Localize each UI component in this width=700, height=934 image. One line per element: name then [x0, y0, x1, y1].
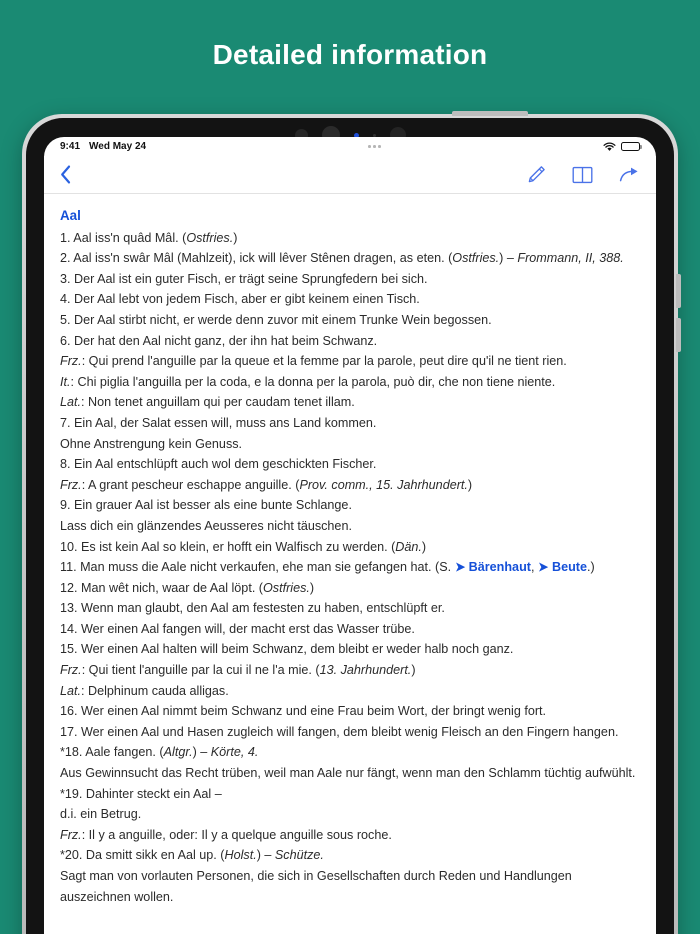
article-line: Frz.: Qui prend l'anguille par la queue et la femme par la parole, peut dire qu'il ne tient rien.	[60, 354, 567, 369]
article-line: 17. Wer einen Aal und Hasen zugleich will fangen, dem bleibt wenig Fleisch an den Fingern hangen.	[60, 724, 619, 739]
toolbar-actions	[527, 165, 640, 184]
article-line: 15. Wer einen Aal halten will beim Schwanz, dem bleibt er weder halb noch ganz.	[60, 642, 514, 657]
cross-reference-arrow-icon: ➤	[454, 560, 465, 575]
entry-headword: Aal	[60, 208, 81, 223]
status-date: Wed May 24	[89, 141, 147, 152]
article-line: Frz.: Qui tient l'anguille par la cui il ne l'a mie. (13. Jahrhundert.)	[60, 663, 416, 678]
article-line: 11. Man muss die Aale nicht verkaufen, ehe man sie gefangen hat. (S. ➤ Bärenhaut, ➤ Beute.)	[60, 557, 640, 578]
article-line: 10. Es ist kein Aal so klein, er hofft ein Walfisch zu werden. (Dän.)	[60, 539, 427, 554]
article-line: Aus Gewinnsucht das Recht trüben, weil man Aale nur fängt, wenn man den Schlamm tüchtig aufwühlt.	[60, 766, 636, 781]
cross-reference-link[interactable]: Bärenhaut	[468, 560, 531, 575]
article-line: Frz.: Il y a anguille, oder: Il y a quelque anguille sous roche.	[60, 827, 392, 842]
wifi-icon	[603, 142, 616, 152]
tablet-screen	[44, 137, 656, 934]
article-line: Ohne Anstrengung kein Genuss.	[60, 436, 243, 451]
tablet-device-frame	[22, 114, 678, 934]
article-line: *20. Da smitt sikk en Aal up. (Holst.) – Schütze.	[60, 848, 324, 863]
article-line: 5. Der Aal stirbt nicht, er werde denn zuvor mit einem Trunke Wein begossen.	[60, 312, 492, 327]
status-bar-center	[146, 145, 603, 148]
article-line: 4. Der Aal lebt von jedem Fisch, aber er gibt keinem einen Tisch.	[60, 292, 420, 307]
article-line: Frz.: A grant pescheur eschappe anguille. (Prov. comm., 15. Jahrhundert.)	[60, 477, 473, 492]
article-line: Sagt man von vorlauten Personen, die sich in Gesellschaften durch Reden und Handlungen auszeichnen wollen.	[60, 869, 572, 904]
share-arrow-icon[interactable]	[619, 166, 640, 184]
dictionary-article	[44, 194, 656, 907]
status-bar-left	[60, 141, 146, 152]
status-time: 9:41	[60, 141, 81, 152]
article-line: 12. Man wêt nich, waar de Aal löpt. (Ostfries.)	[60, 580, 315, 595]
status-bar-right	[603, 142, 640, 152]
article-line: Lat.: Delphinum cauda alligas.	[60, 683, 229, 698]
article-line: *18. Aale fangen. (Altgr.) – Körte, 4.	[60, 745, 259, 760]
battery-icon	[621, 142, 640, 152]
article-line: 8. Ein Aal entschlüpft auch wol dem geschickten Fischer.	[60, 457, 377, 472]
article-line: 9. Ein grauer Aal ist besser als eine bunte Schlange.	[60, 498, 352, 513]
article-line: 1. Aal iss'n quâd Mâl. (Ostfries.)	[60, 230, 238, 245]
article-line: d.i. ein Betrug.	[60, 807, 142, 822]
edit-pencil-icon[interactable]	[527, 165, 546, 184]
article-line: 16. Wer einen Aal nimmt beim Schwanz und eine Frau beim Wort, der bringt wenig fort.	[60, 704, 547, 719]
article-line: Lass dich ein glänzendes Aeusseres nicht täuschen.	[60, 518, 352, 533]
article-line: 3. Der Aal ist ein guter Fisch, er trägt seine Sprungfedern bei sich.	[60, 271, 428, 286]
power-button[interactable]	[452, 111, 528, 116]
multitasking-handle-icon[interactable]	[368, 145, 381, 148]
back-button[interactable]	[60, 165, 71, 184]
volume-down-button[interactable]	[676, 318, 681, 352]
volume-up-button[interactable]	[676, 274, 681, 308]
page-title: Detailed information	[212, 39, 488, 70]
article-line: 13. Wenn man glaubt, den Aal am festesten zu haben, entschlüpft er.	[60, 601, 445, 616]
article-line: It.: Chi piglia l'anguilla per la coda, e la donna per la parola, può dir, che non tiene niente.	[60, 374, 556, 389]
article-line: 6. Der hat den Aal nicht ganz, der ihn hat beim Schwanz.	[60, 333, 378, 348]
article-line: 2. Aal iss'n swâr Mâl (Mahlzeit), ick will lêver Stênen dragen, as eten. (Ostfries.) – Frommann, II, 388.	[60, 251, 624, 266]
status-bar	[44, 137, 656, 156]
article-line: Lat.: Non tenet anguillam qui per caudam tenet illam.	[60, 395, 355, 410]
device-bezel	[26, 118, 674, 934]
article-line: 7. Ein Aal, der Salat essen will, muss ans Land kommen.	[60, 415, 377, 430]
cross-reference-arrow-icon: ➤	[538, 560, 549, 575]
article-line: 14. Wer einen Aal fangen will, der macht erst das Wasser trübe.	[60, 621, 415, 636]
article-line: *19. Dahinter steckt ein Aal –	[60, 786, 222, 801]
book-view-icon[interactable]	[572, 166, 593, 184]
entry-lines-container	[60, 228, 640, 908]
cross-reference-link[interactable]: Beute	[552, 560, 588, 575]
navigation-toolbar	[44, 156, 656, 194]
